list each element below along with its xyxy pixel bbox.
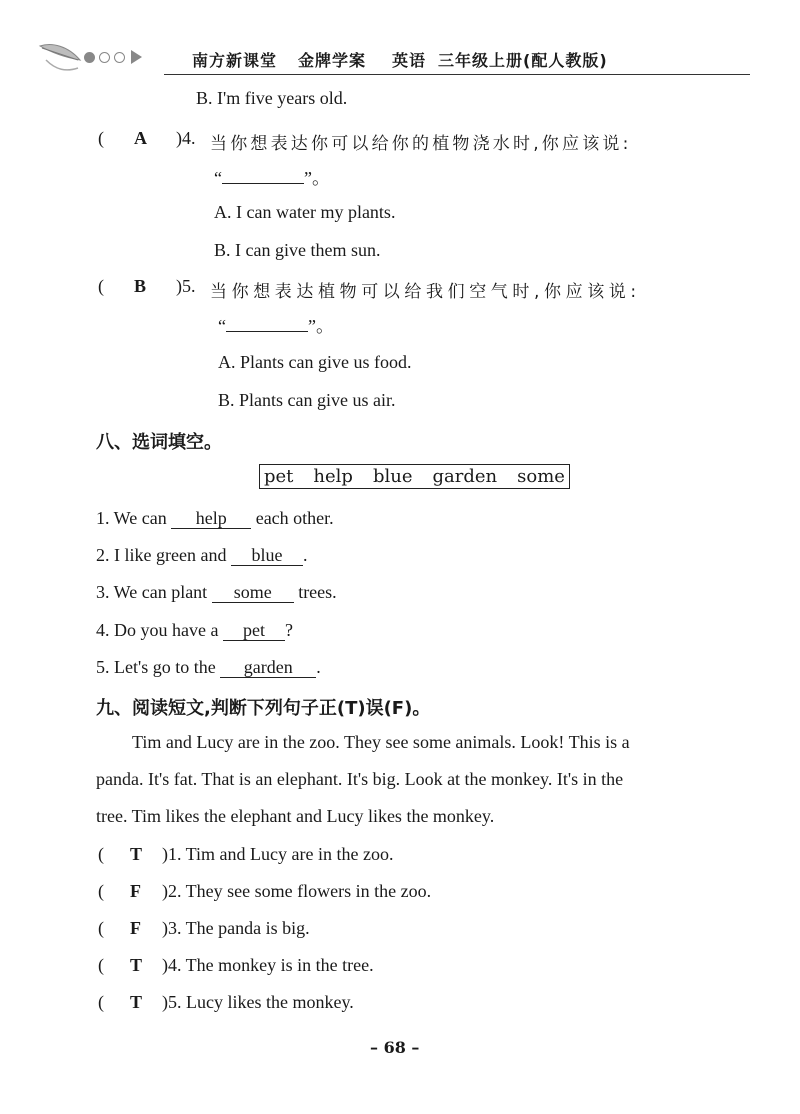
tf-paren-open: ( [98, 881, 104, 901]
tf-statement: )1. Tim and Lucy are in the zoo. [162, 844, 394, 864]
tf-item [98, 992, 498, 1013]
word-bank [259, 464, 570, 489]
tf-paren-open: ( [98, 844, 104, 864]
tf-statement: )2. They see some flowers in the zoo. [162, 881, 432, 901]
header-brand: 金牌学案 [298, 51, 367, 70]
q4-paren-open: ( [98, 128, 104, 148]
fill-item-after: . [302, 545, 308, 565]
dot-icon [84, 52, 95, 63]
q4-blank [222, 183, 304, 184]
page-number: – 68 – [370, 1038, 420, 1057]
header-subject: 英语 [392, 51, 427, 70]
word-bank-item: help [313, 466, 353, 487]
q5-answer: B [134, 276, 147, 296]
header-decoration [84, 50, 142, 64]
header-rule [164, 74, 750, 75]
tf-answer: F [130, 918, 141, 938]
fill-item-before: 4. Do you have a [96, 620, 219, 640]
section9-title: 九、阅读短文,判断下列句子正(T)误(F)。 [96, 698, 431, 719]
q5-quote [218, 312, 334, 338]
passage-line: Tim and Lucy are in the zoo. They see some animals. Look! This is a [132, 732, 630, 752]
q4-option-a: A. I can water my plants. [214, 202, 396, 222]
section8-title: 八、选词填空。 [96, 432, 222, 453]
header-grade: 三年级上册(配人教版) [438, 51, 608, 70]
fill-item-answer: help [171, 508, 251, 529]
fill-item [96, 657, 321, 678]
fill-item-before: 2. I like green and [96, 545, 227, 565]
fill-item-after: ? [284, 620, 293, 640]
tf-answer: T [130, 844, 143, 864]
tf-answer: T [130, 992, 143, 1012]
word-bank-item: pet [264, 466, 294, 487]
fill-item-answer: some [212, 582, 294, 603]
tf-statement: )4. The monkey is in the tree. [162, 955, 374, 975]
fill-item-answer: blue [231, 545, 303, 566]
fill-item-after: each other. [255, 508, 334, 528]
fill-item-answer: garden [220, 657, 316, 678]
feather-icon [38, 40, 82, 78]
tf-item [98, 844, 498, 865]
q5-option-b: B. Plants can give us air. [218, 390, 396, 410]
q4-option-b: B. I can give them sun. [214, 240, 381, 260]
tf-paren-open: ( [98, 992, 104, 1012]
tf-item [98, 918, 498, 939]
tf-item [98, 955, 498, 976]
fill-item-before: 3. We can plant [96, 582, 208, 602]
fill-item [96, 620, 293, 641]
fill-item-before: 1. We can [96, 508, 167, 528]
q4-quote-close: ”。 [304, 168, 330, 188]
tf-answer: T [130, 955, 143, 975]
q4-quote-open: “ [214, 168, 222, 188]
tf-paren-open: ( [98, 955, 104, 975]
play-triangle-icon [131, 50, 142, 64]
tf-item [98, 881, 498, 902]
tf-paren-open: ( [98, 918, 104, 938]
fill-item-after: . [316, 657, 321, 677]
q5-quote-close: ”。 [308, 316, 334, 336]
q4-number: )4. [176, 128, 196, 148]
tf-statement: )5. Lucy likes the monkey. [162, 992, 354, 1012]
word-bank-item: some [517, 466, 565, 487]
fill-item-after: trees. [298, 582, 337, 602]
q5-quote-open: “ [218, 316, 226, 336]
q5-paren-open: ( [98, 276, 104, 296]
passage-line: tree. Tim likes the elephant and Lucy likes the monkey. [96, 806, 495, 826]
passage-line: panda. It's fat. That is an elephant. It's big. Look at the monkey. It's in the [96, 769, 624, 789]
q5-question: 当你想表达植物可以给我们空气时,你应该说: [210, 282, 641, 302]
page-header [0, 40, 800, 80]
dot-icon [99, 52, 110, 63]
q5-number: )5. [176, 276, 196, 296]
q4-question: 当你想表达你可以给你的植物浇水时,你应该说: [210, 134, 632, 154]
dot-icon [114, 52, 125, 63]
tf-answer: F [130, 881, 141, 901]
q5-option-a: A. Plants can give us food. [218, 352, 412, 372]
q4-answer: A [134, 128, 147, 148]
tf-statement: )3. The panda is big. [162, 918, 310, 938]
word-bank-item: garden [432, 466, 498, 487]
fill-item-answer: pet [223, 620, 285, 641]
word-bank-item: blue [372, 466, 413, 487]
q5-blank [226, 331, 308, 332]
fill-item [96, 545, 307, 566]
fill-item [96, 582, 337, 603]
header-series: 南方新课堂 [192, 51, 278, 70]
q4-quote [214, 164, 330, 190]
fill-item [96, 508, 334, 529]
q3-option-b: B. I'm five years old. [196, 88, 348, 108]
fill-item-before: 5. Let's go to the [96, 657, 216, 677]
